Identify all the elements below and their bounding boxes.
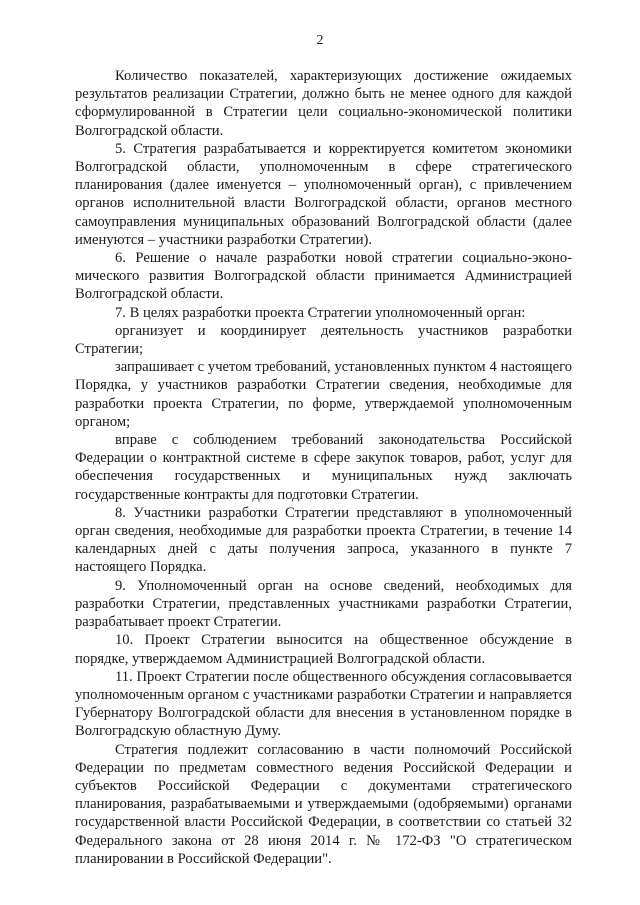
paragraph-item-7: 7. В целях разработки проекта Стратегии уполномоченный орган: [115, 304, 526, 321]
document-body [75, 67, 572, 868]
paragraph-item-7-organizes: организует и координирует деятельность участников разработки Стратегии; [75, 322, 572, 358]
paragraph-item-5: 5. Стратегия разрабатывается и корректируется комитетом экономики Волгоградской области, уполномоченным в сфере стратегического планирования (далее именуется – уполномоченный орган), с привлечением органов исполнительной власти Волгоградской области, органов местного самоуправления муниципальных образований Волгоградской области (далее именуются – участники разработки Стратегии). [75, 140, 572, 248]
paragraph-item-9: 9. Уполномоченный орган на основе сведений, необходимых для разработки Стратегии, представленных участниками разработки Стратегии, разрабатывает проект Стратегии. [75, 577, 572, 631]
paragraph-item-8: 8. Участники разработки Стратегии представляют в уполномоченный орган сведения, необходимые для разработки проекта Стратегии, в течение 14 календарных дней с даты получения запроса, указанного в пункте 7 настоящего Порядка. [75, 504, 572, 576]
paragraph-item-11: 11. Проект Стратегии после общественного обсуждения согласовывается уполномоченным органом с участниками разработки Стратегии и направляется Губернатору Волгоградской области для внесения в установленном порядке в Волгоградскую областную Думу. [75, 668, 572, 740]
paragraph-item-10: 10. Проект Стратегии выносится на общественное обсуждение в порядке, утверждаемом Администрацией Волгоградской области. [75, 632, 572, 667]
paragraph-item-6: 6. Решение о начале разработки новой стратегии социально-экономического развития Волгоградской области принимается Администрацией Волгоградской области. [75, 250, 572, 303]
paragraph-item-7-contracts: вправе с соблюдением требований законодательства Российской Федерации о контрактной системе в сфере закупок товаров, работ, услуг для обеспечения государственных и муниципальных нужд заключать государственные контракты для подготовки Стратегии. [75, 432, 572, 503]
page-number: 2 [316, 33, 324, 48]
paragraph-indicators-count: Количество показателей, характеризующих достижение ожидаемых результатов реализации Стратегии, должно быть не менее одного для каждой сформулированной в Стратегии цели социально-экономической политики Волгоградской области. [75, 68, 572, 139]
paragraph-item-7-requests: запрашивает с учетом требований, установленных пунктом 4 настоящего Порядка, у участников разработки Стратегии сведения, необходимые для разработки проекта Стратегии, по форме, утверждаемой уполномоченным органом; [75, 359, 572, 430]
paragraph-coordination: Стратегия подлежит согласованию в части полномочий Российской Федерации по предметам совместного ведения Российской Федерации и субъектов Российской Федерации с документами стратегического планирования, разрабатываемыми и утверждаемыми (одобряемыми) органами государственной власти Российской Федерации, в соответствии со статьей 32 Федерального закона от 28 июня 2014 г. № 172-ФЗ "О стратегическом планировании в Российской Федерации". [75, 741, 572, 867]
